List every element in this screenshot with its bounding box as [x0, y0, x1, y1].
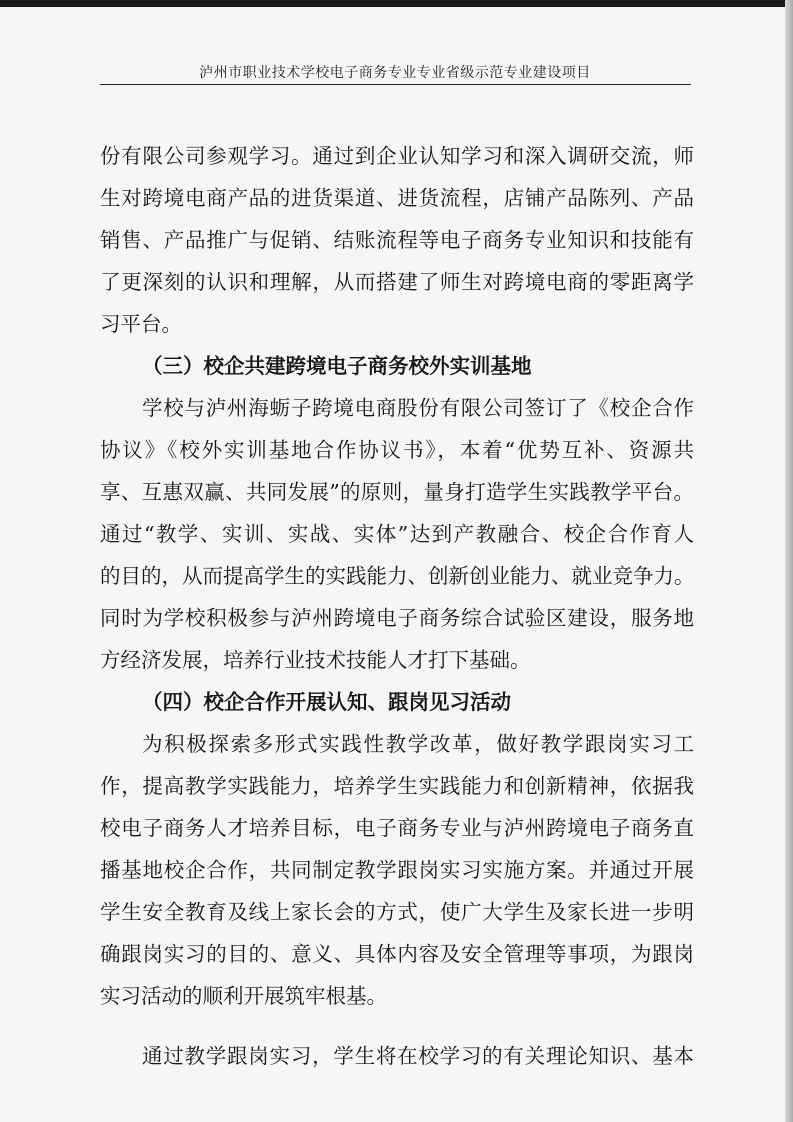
paragraph-line: 学生安全教育及线上家长会的方式，使广大学生及家长进一步明	[100, 900, 694, 924]
paragraph-line: 确跟岗实习的目的、意义、具体内容及安全管理等事项，为跟岗	[100, 942, 694, 966]
document-body	[100, 135, 694, 1077]
paragraph-line: 协议》《校外实训基地合作协议书》，本着“优势互补、资源共	[100, 438, 694, 462]
paragraph-line: 的目的，从而提高学生的实践能力、创新创业能力、就业竞争力。	[100, 564, 694, 588]
scan-right-edge	[785, 0, 793, 1122]
paragraph-line: 校电子商务人才培养目标，电子商务专业与泸州跨境电子商务直	[100, 816, 694, 840]
paragraph-line: 播基地校企合作，共同制定教学跟岗实习实施方案。并通过开展	[100, 858, 694, 882]
paragraph-line: 同时为学校积极参与泸州跨境电子商务综合试验区建设，服务地	[100, 606, 694, 630]
paragraph-line: 实习活动的顺利开展筑牢根基。	[100, 984, 387, 1008]
paragraph-line: 作，提高教学实践能力，培养学生实践能力和创新精神，依据我	[100, 774, 694, 798]
paragraph-line: 份有限公司参观学习。通过到企业认知学习和深入调研交流，师	[100, 144, 694, 168]
paragraph-line: 通过“教学、实训、实战、实体”达到产教融合、校企合作育人	[100, 522, 694, 546]
scan-top-border	[0, 0, 793, 7]
paragraph-gap	[100, 1017, 694, 1035]
paragraph-line: 销售、产品推广与促销、结账流程等电子商务专业知识和技能有	[100, 228, 694, 252]
paragraph-line: 享、互惠双赢、共同发展”的原则，量身打造学生实践教学平台。	[100, 480, 694, 504]
paragraph-line: 为积极探索多形式实践性教学改革，做好教学跟岗实习工	[142, 732, 694, 756]
paragraph-line: 了更深刻的认识和理解，从而搭建了师生对跨境电商的零距离学	[100, 270, 694, 294]
paragraph-line: 生对跨境电商产品的进货渠道、进货流程，店铺产品陈列、产品	[100, 186, 694, 210]
paragraph-line: 通过教学跟岗实习，学生将在校学习的有关理论知识、基本	[142, 1044, 694, 1068]
running-header: 泸州市职业技术学校电子商务专业专业省级示范专业建设项目	[199, 65, 591, 81]
section-heading-3: （三）校企共建跨境电子商务校外实训基地	[142, 354, 532, 378]
header-rule	[100, 84, 691, 85]
paragraph-line: 学校与泸州海蛎子跨境电商股份有限公司签订了《校企合作	[142, 396, 694, 420]
paragraph-line: 方经济发展，培养行业技术技能人才打下基础。	[100, 648, 531, 672]
section-heading-4: （四）校企合作开展认知、跟岗见习活动	[142, 690, 511, 714]
paragraph-line: 习平台。	[100, 312, 182, 336]
